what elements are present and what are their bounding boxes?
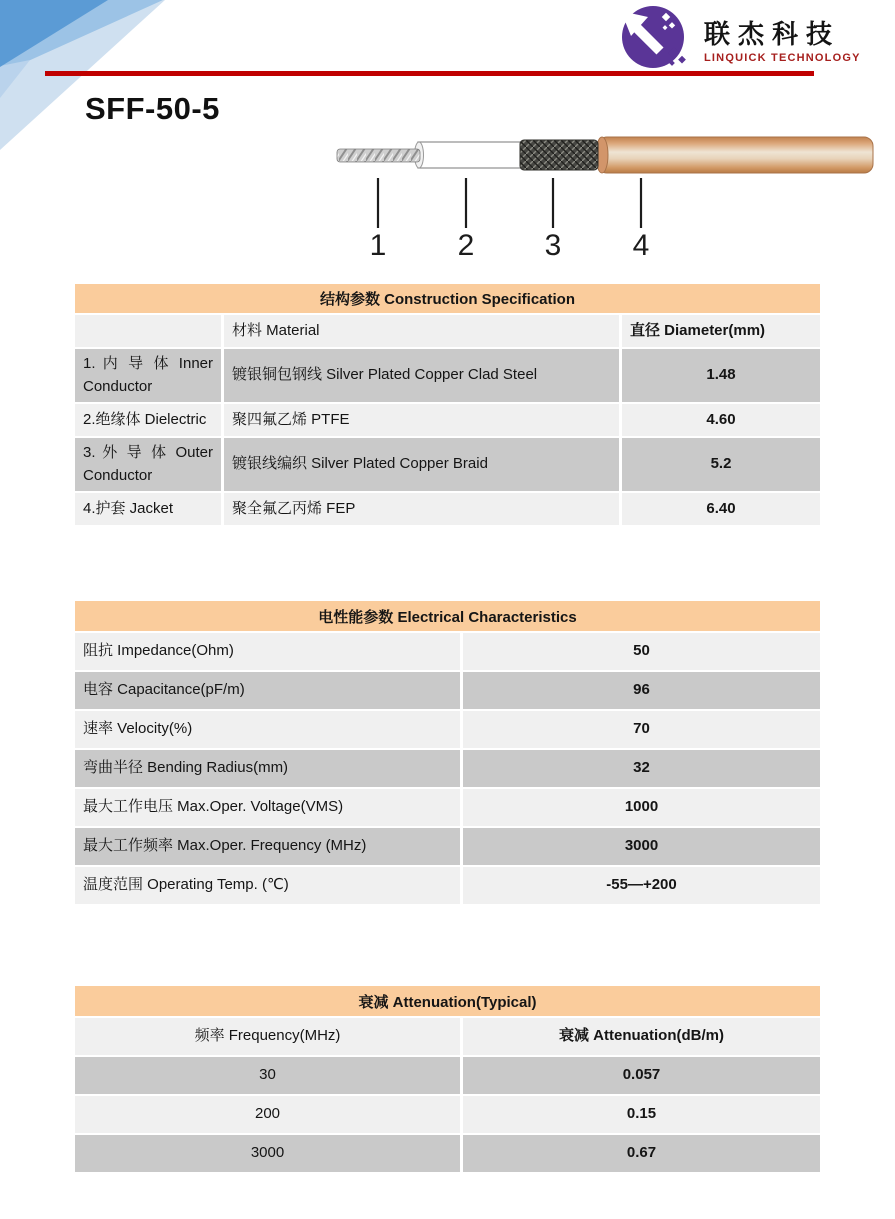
construction-diameter: 4.60 — [622, 404, 820, 436]
construction-material: 镀银铜包钢线 Silver Plated Copper Clad Steel — [224, 349, 619, 402]
construction-row — [75, 404, 820, 436]
electrical-parameter: 速率 Velocity(%) — [75, 711, 460, 748]
construction-component: 3. 外 导 体 Outer Conductor — [75, 438, 221, 491]
construction-row — [75, 438, 820, 491]
attenuation-frequency: 3000 — [75, 1135, 460, 1172]
company-name-en: LINQUICK TECHNOLOGY — [704, 51, 861, 64]
electrical-row — [75, 672, 820, 709]
part-label-4: 4 — [632, 229, 650, 258]
attenuation-row — [75, 1135, 820, 1172]
construction-diameter: 6.40 — [622, 493, 820, 525]
construction-diameter: 1.48 — [622, 349, 820, 402]
part-label-1: 1 — [369, 229, 387, 258]
company-name-cn: 联杰科技 — [704, 19, 841, 50]
attenuation-table — [75, 986, 820, 1174]
column-header-diameter: 直径 Diameter(mm) — [622, 315, 820, 347]
electrical-table-title: 电性能参数 Electrical Characteristics — [75, 601, 820, 631]
electrical-value: -55—+200 — [463, 867, 820, 904]
cable-diagram — [330, 133, 882, 258]
construction-material: 镀银线编织 Silver Plated Copper Braid — [224, 438, 619, 491]
electrical-row — [75, 750, 820, 787]
electrical-table — [75, 601, 820, 906]
dielectric-graphic — [418, 142, 522, 168]
part-label-2: 2 — [457, 229, 475, 258]
page-title: SFF-50-5 — [85, 91, 220, 126]
attenuation-frequency: 200 — [75, 1096, 460, 1133]
electrical-parameter: 最大工作频率 Max.Oper. Frequency (MHz) — [75, 828, 460, 865]
electrical-rows — [75, 633, 820, 904]
jacket-graphic — [598, 137, 873, 173]
electrical-value: 50 — [463, 633, 820, 670]
attenuation-rows — [75, 1057, 820, 1172]
inner-conductor-graphic — [337, 149, 420, 162]
attenuation-row — [75, 1096, 820, 1133]
electrical-row — [75, 711, 820, 748]
header-divider-rule — [45, 71, 814, 76]
electrical-parameter: 最大工作电压 Max.Oper. Voltage(VMS) — [75, 789, 460, 826]
electrical-parameter: 弯曲半径 Bending Radius(mm) — [75, 750, 460, 787]
electrical-parameter: 电容 Capacitance(pF/m) — [75, 672, 460, 709]
column-header-material: 材料 Material — [224, 315, 619, 347]
attenuation-column-header — [75, 1018, 820, 1055]
construction-row — [75, 493, 820, 525]
electrical-value: 32 — [463, 750, 820, 787]
construction-table — [75, 284, 820, 527]
outer-conductor-graphic — [520, 140, 598, 170]
attenuation-value: 0.15 — [463, 1096, 820, 1133]
construction-diameter: 5.2 — [622, 438, 820, 491]
electrical-value: 96 — [463, 672, 820, 709]
part-label-3: 3 — [544, 229, 562, 258]
electrical-value: 70 — [463, 711, 820, 748]
attenuation-value: 0.057 — [463, 1057, 820, 1094]
electrical-row — [75, 828, 820, 865]
construction-component: 2.绝缘体 Dielectric — [75, 404, 221, 436]
corner-decoration — [0, 0, 235, 160]
attenuation-row — [75, 1057, 820, 1094]
electrical-row — [75, 789, 820, 826]
electrical-value: 3000 — [463, 828, 820, 865]
leader-lines — [378, 178, 641, 228]
column-header-attenuation: 衰减 Attenuation(dB/m) — [463, 1018, 820, 1055]
electrical-row — [75, 633, 820, 670]
construction-material: 聚四氟乙烯 PTFE — [224, 404, 619, 436]
column-header-frequency: 频率 Frequency(MHz) — [75, 1018, 460, 1055]
logo-mark-icon — [610, 2, 700, 72]
attenuation-frequency: 30 — [75, 1057, 460, 1094]
construction-material: 聚全氟乙丙烯 FEP — [224, 493, 619, 525]
electrical-parameter: 阻抗 Impedance(Ohm) — [75, 633, 460, 670]
electrical-value: 1000 — [463, 789, 820, 826]
construction-row — [75, 349, 820, 402]
column-header-component — [75, 315, 221, 347]
construction-component: 1. 内 导 体 Inner Conductor — [75, 349, 221, 402]
company-logo — [610, 2, 861, 72]
attenuation-value: 0.67 — [463, 1135, 820, 1172]
electrical-parameter: 温度范围 Operating Temp. (℃) — [75, 867, 460, 904]
attenuation-table-title: 衰减 Attenuation(Typical) — [75, 986, 820, 1016]
construction-table-title: 结构参数 Construction Specification — [75, 284, 820, 313]
construction-rows — [75, 349, 820, 525]
logo-text — [704, 10, 861, 64]
construction-component: 4.护套 Jacket — [75, 493, 221, 525]
electrical-row — [75, 867, 820, 904]
construction-column-header — [75, 315, 820, 347]
